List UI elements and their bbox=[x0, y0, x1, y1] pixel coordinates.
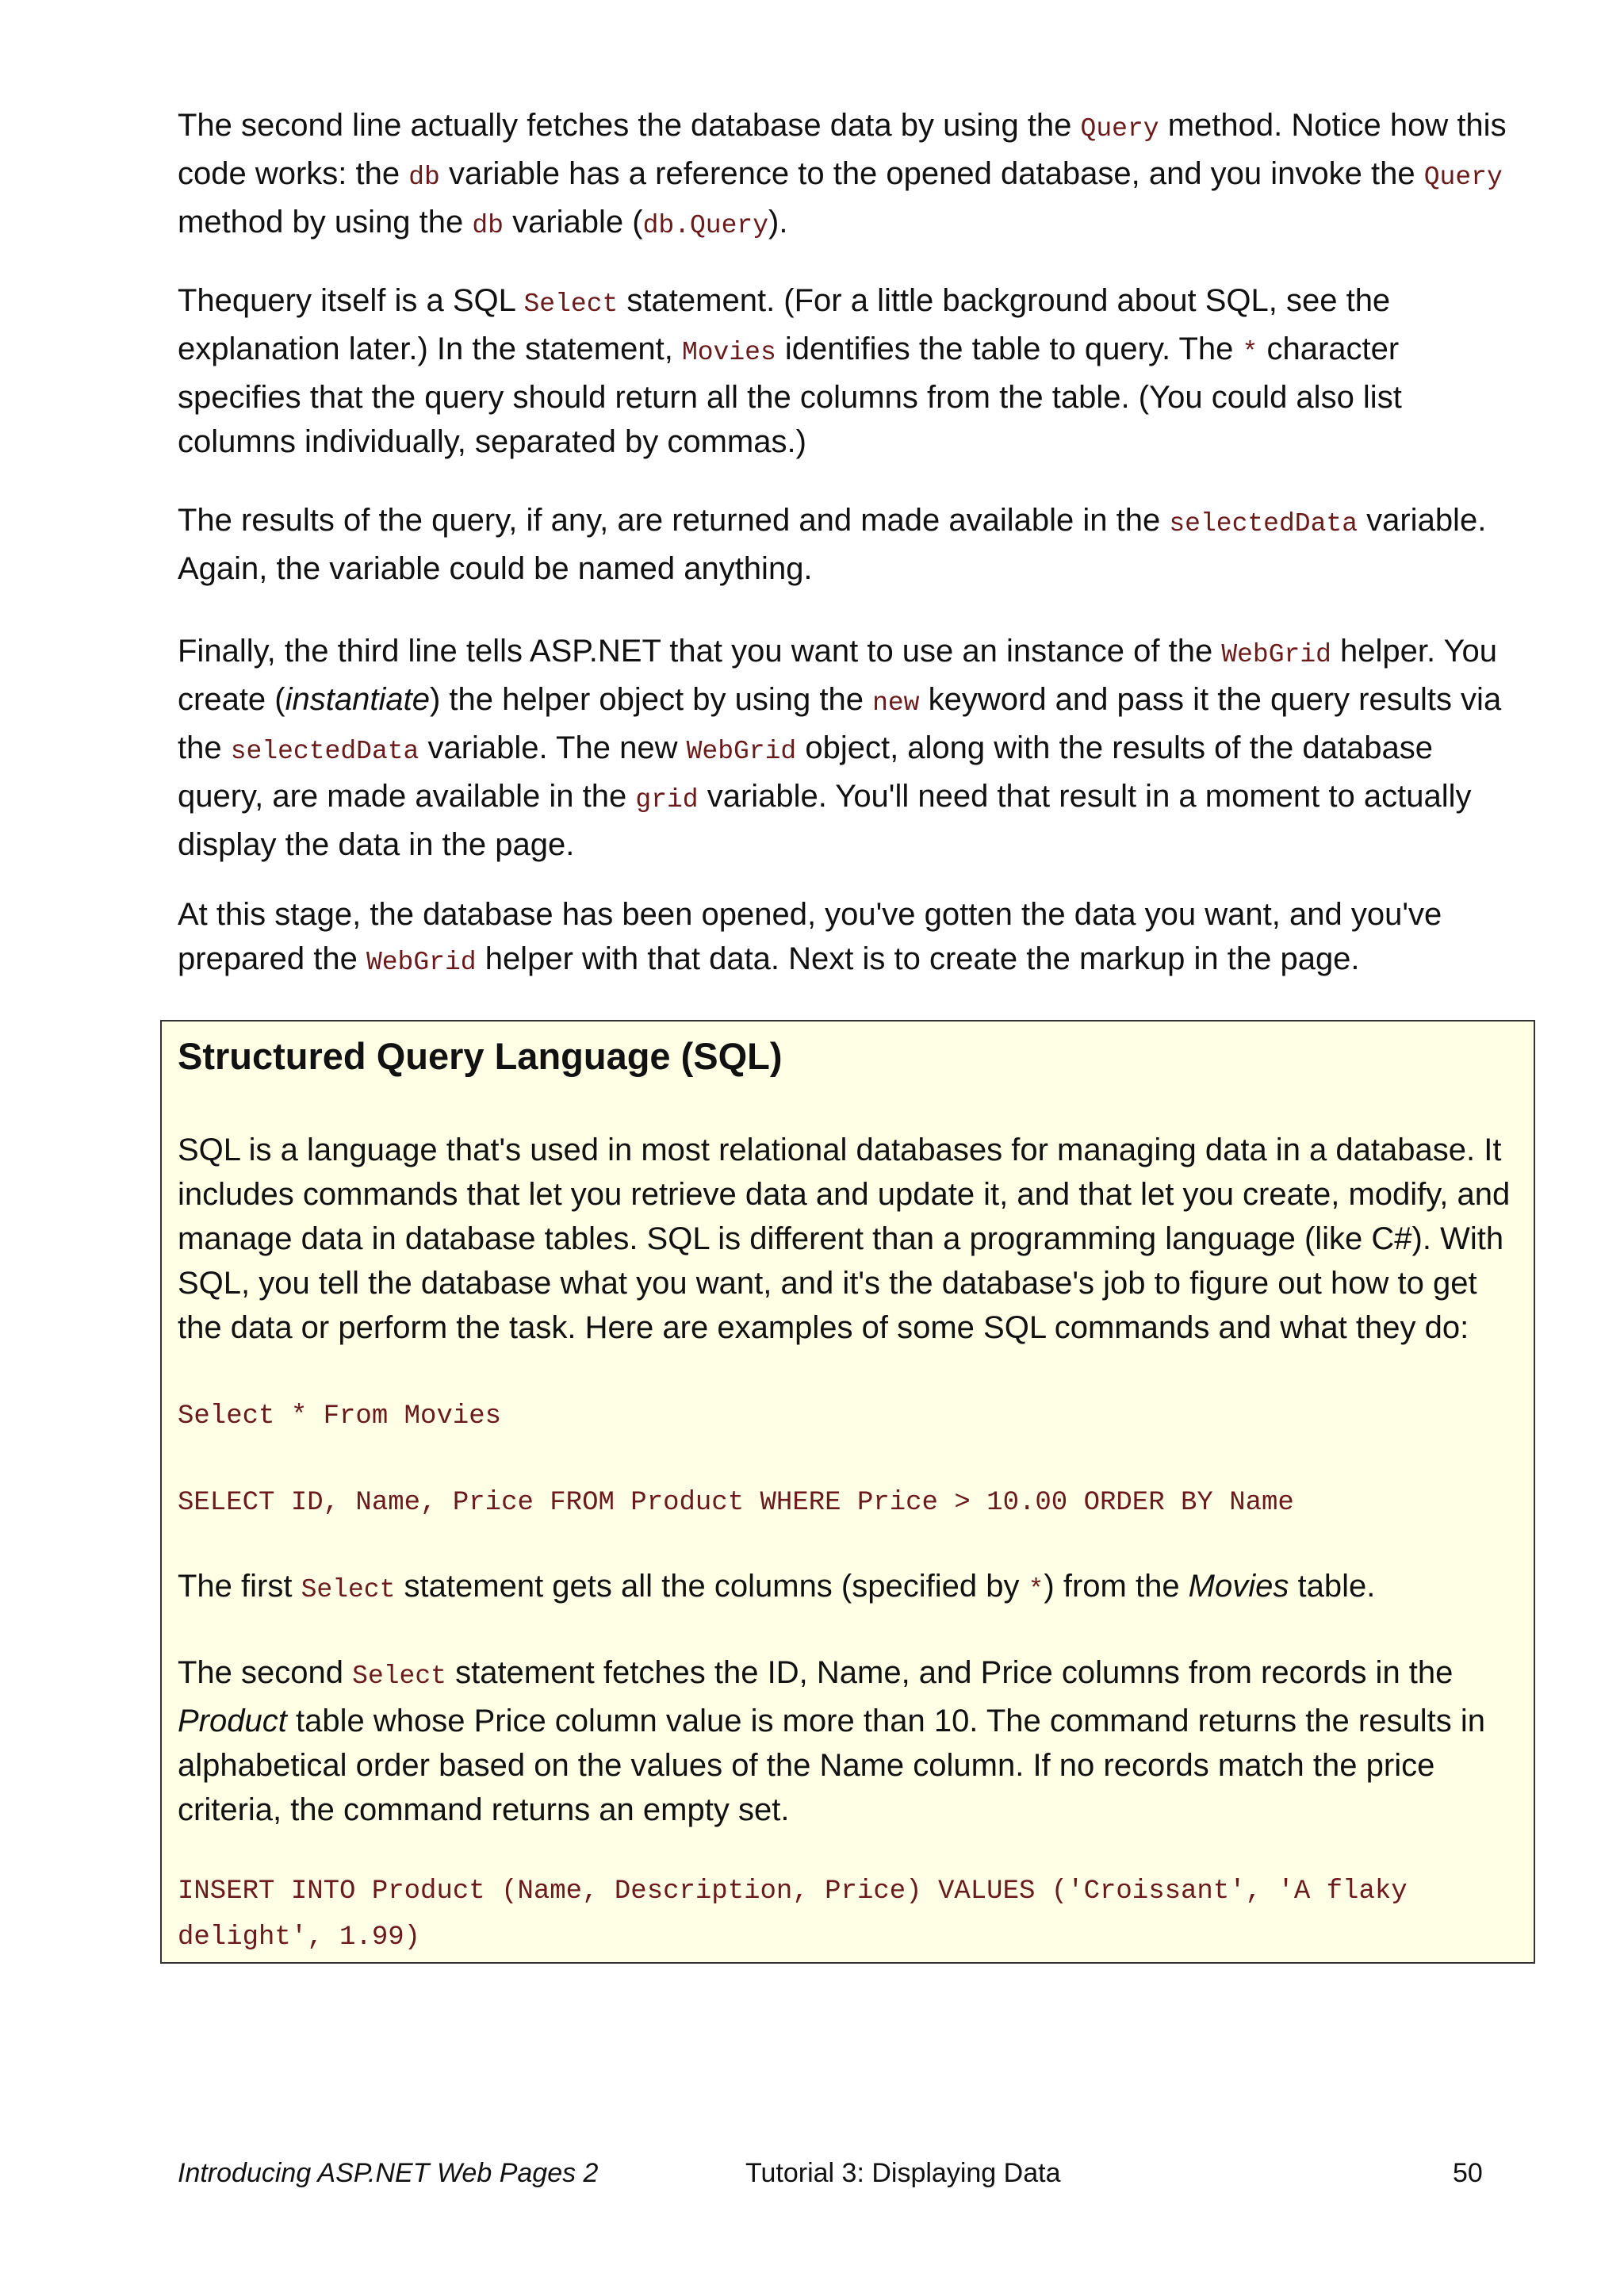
text: ) the helper object by using the bbox=[429, 682, 873, 717]
inline-code: selectedData bbox=[1169, 509, 1358, 539]
inline-code: WebGrid bbox=[1221, 640, 1331, 669]
text: variable ( bbox=[503, 205, 643, 240]
text: statement. (For a little background about SQL, see the explanation later.) In the statement, bbox=[178, 283, 1391, 366]
footer-chapter-title: Tutorial 3: Displaying Data bbox=[745, 2158, 1061, 2188]
paragraph-query-results bbox=[178, 498, 1526, 591]
inline-code: * bbox=[1028, 1575, 1044, 1604]
text: object, along with the results of the database query, are made available in the bbox=[178, 730, 1433, 814]
inline-code: WebGrid bbox=[686, 737, 797, 766]
text: variable. Again, the variable could be named anything. bbox=[178, 503, 1487, 586]
inline-code: new bbox=[872, 688, 920, 718]
italic-term: Movies bbox=[1188, 1569, 1289, 1604]
text: keyword and pass it the query results via the bbox=[178, 682, 1502, 765]
text: At this stage, the database has been opened, you've gotten the data you want, and you've prepared the bbox=[178, 897, 1442, 976]
inline-code: selectedData bbox=[230, 737, 419, 766]
inline-code: Query bbox=[1080, 114, 1159, 144]
sidebar-title: Structured Query Language (SQL) bbox=[178, 1035, 783, 1077]
text: statement fetches the ID, Name, and Price columns from records in the bbox=[446, 1655, 1454, 1690]
text: method by using the bbox=[178, 205, 473, 240]
text: The second line actually fetches the database data by using the bbox=[178, 108, 1081, 143]
code-example-select-all: Select * From Movies bbox=[178, 1401, 502, 1432]
text: variable. The new bbox=[419, 730, 687, 765]
inline-code: db bbox=[472, 211, 504, 240]
text: variable. You'll need that result in a moment to actually display the data in the page. bbox=[178, 779, 1472, 862]
text: The second bbox=[178, 1655, 353, 1690]
text: identifies the table to query. The bbox=[776, 332, 1243, 366]
italic-term: Product bbox=[178, 1704, 287, 1738]
inline-code: grid bbox=[635, 785, 699, 815]
paragraph-query-method bbox=[178, 103, 1526, 248]
text: The results of the query, if any, are returned and made available in the bbox=[178, 503, 1170, 538]
code-example-select-where: SELECT ID, Name, Price FROM Product WHERE Price > 10.00 ORDER BY Name bbox=[178, 1488, 1294, 1518]
text: Finally, the third line tells ASP.NET that you want to use an instance of the bbox=[178, 634, 1222, 669]
inline-code: Select bbox=[523, 289, 619, 319]
paragraph-select-statement bbox=[178, 278, 1526, 464]
text: statement gets all the columns (specified by bbox=[395, 1569, 1028, 1604]
footer-book-title: Introducing ASP.NET Web Pages 2 bbox=[178, 2158, 599, 2188]
text: table. bbox=[1289, 1569, 1376, 1604]
text: Thequery itself is a SQL bbox=[178, 283, 524, 318]
inline-code: Select bbox=[352, 1662, 446, 1691]
text: table whose Price column value is more than 10. The command returns the results in alphabetical order based on the values of the Name column. If no records match the price criteria, the command returns an empty set. bbox=[178, 1704, 1485, 1827]
sidebar-first-select-explanation bbox=[178, 1564, 1518, 1612]
sidebar-intro: SQL is a language that's used in most relational databases for managing data in a database. It includes commands that let you retrieve data and update it, and that let you create, modify, and manage data in database tables. SQL is different than a programming language (like C#). With SQL, you tell the database what you want, and it's the database's job to figure out how to get the data or perform the task. Here are examples of some SQL commands and what they do: bbox=[178, 1133, 1511, 1345]
paragraph-webgrid-helper bbox=[178, 629, 1526, 867]
paragraph-stage-summary bbox=[178, 892, 1526, 985]
sql-sidebar-box bbox=[160, 1020, 1535, 1964]
inline-code: Select bbox=[301, 1575, 396, 1604]
footer-page-number: 50 bbox=[1453, 2158, 1483, 2188]
text: helper. You create ( bbox=[178, 634, 1498, 717]
sidebar-second-select-explanation bbox=[178, 1650, 1518, 1832]
text: The first bbox=[178, 1569, 301, 1604]
text: ) from the bbox=[1044, 1569, 1189, 1604]
inline-code: * bbox=[1242, 338, 1258, 367]
text: method. Notice how this code works: the bbox=[178, 108, 1507, 191]
inline-code: WebGrid bbox=[366, 948, 477, 977]
text: variable has a reference to the opened database, and you invoke the bbox=[439, 156, 1424, 191]
text: helper with that data. Next is to create the markup in the page. bbox=[476, 941, 1360, 976]
italic-term: instantiate bbox=[285, 682, 430, 717]
inline-code: Movies bbox=[681, 338, 776, 367]
inline-code: Query bbox=[1423, 163, 1503, 192]
code-example-insert: INSERT INTO Product (Name, Description, Price) VALUES ('Croissant', 'A flaky delight', 1.99) bbox=[178, 1876, 1424, 1953]
text: character specifies that the query should return all the columns from the table. (You could also list columns individually, separated by commas.) bbox=[178, 332, 1402, 459]
text: ). bbox=[768, 205, 788, 240]
inline-code: db bbox=[408, 163, 440, 192]
inline-code: db.Query bbox=[642, 211, 769, 240]
